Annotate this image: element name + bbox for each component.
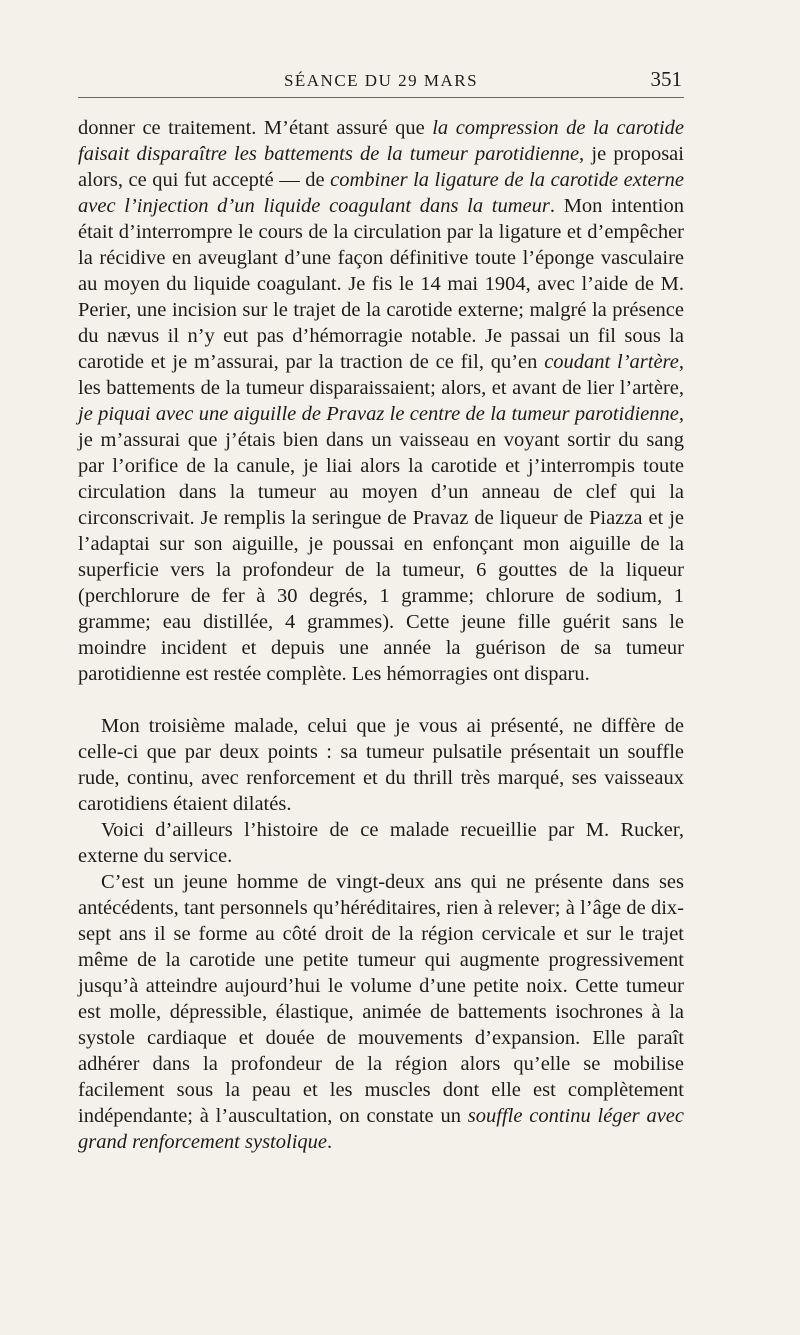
header-title: SÉANCE DU 29 MARS xyxy=(283,71,479,90)
italic-segment: combiner la ligature de la carotide externe avec l’injection d’un liquide coagulant dans la tumeur xyxy=(78,169,684,217)
italic-segment: souffle continu léger avec grand renforcement systolique xyxy=(78,1105,684,1153)
text-segment: . xyxy=(327,1131,333,1153)
text-segment: Mon troisième malade, celui que je vous ai présenté, ne diffère de celle-ci que par deux points : sa tumeur pulsatile présentait un souffle rude, continu, avec renforcement et du thrill très marqué, ses vaisseaux carotidiens étaient dilatés. xyxy=(78,715,684,815)
running-header xyxy=(78,63,684,98)
italic-segment: je piquai avec une aiguille de Pravaz le centre de la tumeur parotidienne xyxy=(78,403,679,425)
page-number: 351 xyxy=(650,67,682,91)
paragraph xyxy=(78,713,684,817)
text-segment: donner ce traitement. M’étant assuré que xyxy=(78,117,433,139)
paragraph xyxy=(78,115,684,687)
text-segment: Voici d’ailleurs l’histoire de ce malade recueillie par M. Rucker, externe du service. xyxy=(78,819,684,867)
paragraph xyxy=(78,817,684,869)
text-segment: C’est un jeune homme de vingt-deux ans qui ne présente dans ses antécédents, tant personnels qu’héréditaires, rien à relever; à l’âge de dix-sept ans il se forme au côté droit de la région cervicale et sur le trajet même de la carotide une petite tumeur qui augmente progressivement jusqu’à atteindre aujourd’hui le volume d’une petite noix. Cette tumeur est molle, dépressible, élastique, animée de battements isochrones à la systole cardiaque et douée de mouvements d’expansion. Elle paraît adhérer dans la profondeur de la région alors qu’elle se mobilise facilement sous la peau et les muscles dont elle est complètement indépendante; à l’auscultation, on constate un xyxy=(78,871,684,1127)
paragraph xyxy=(78,869,684,1155)
body-text xyxy=(78,115,684,1155)
text-segment: , les battements de la tumeur disparaissaient; alors, et avant de lier l’artère, xyxy=(78,351,684,399)
text-segment: , je proposai alors, ce qui fut accepté — de xyxy=(78,143,684,191)
italic-segment: la compression de la carotide faisait disparaître les battements de la tumeur parotidienne xyxy=(78,117,685,165)
italic-segment: coudant l’artère xyxy=(544,351,679,373)
text-segment: . Mon intention était d’interrompre le cours de la circulation par la ligature et d’empêcher la récidive en aveuglant d’une façon définitive toute l’éponge vasculaire au moyen du liquide coagulant. Je fis le 14 mai 1904, avec l’aide de M. Perier, une incision sur le trajet de la carotide externe; malgré la présence du nævus il n’y eut pas d’hémorragie notable. Je passai un fil sous la carotide et je m’assurai, par la traction de ce fil, qu’en xyxy=(78,195,685,373)
text-segment: , je m’assurai que j’étais bien dans un vaisseau en voyant sortir du sang par l’orifice de la canule, je liai alors la carotide et j’interrompis toute circulation dans la tumeur au moyen d’un anneau de clef qui la circonscrivait. Je remplis la seringue de Pravaz de liqueur de Piazza et je l’adaptai sur son aiguille, je poussai en enfonçant mon aiguille de la superficie vers la profondeur de la tumeur, 6 gouttes de la liqueur (perchlorure de fer à 30 degrés, 1 gramme; chlorure de sodium, 1 gramme; eau distillée, 4 grammes). Cette jeune fille guérit sans le moindre incident et depuis une année la guérison de sa tumeur parotidienne est restée complète. Les hémorragies ont disparu. xyxy=(78,403,684,685)
